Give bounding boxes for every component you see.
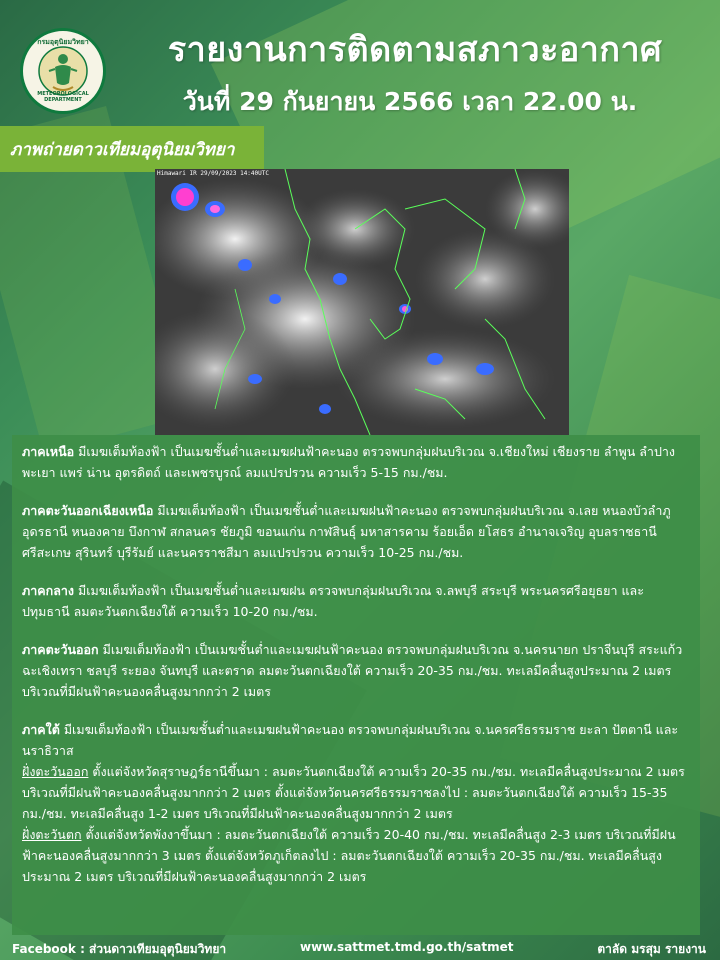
region-text: มีเมฆเต็มท้องฟ้า เป็นเมฆชั้นต่ำและเมฆฝนฟ้าคะนอง ตรวจพบกลุ่มฝนบริเวณ จ.เชียงใหม่ เชียงราย ลำพูน ลำปาง พะเยา แพร่ น่าน อุตรดิตถ์ และเพชรบูรณ์ ลมแปรปรวน ความเร็ว 5-15 กม./ชม. xyxy=(22,444,676,480)
south-east-coast xyxy=(22,761,690,824)
reporter-credit: ตาลัด มรสุม รายงาน xyxy=(597,942,706,956)
website-link[interactable]: www.sattmet.tmd.go.th/satmet xyxy=(300,940,514,954)
facebook-link[interactable]: Facebook : ส่วนดาวเทียมอุตุนิยมวิทยา xyxy=(12,942,227,956)
region-northeast xyxy=(22,500,690,563)
section-label-tab xyxy=(0,126,264,172)
satellite-ir-image xyxy=(155,169,569,435)
region-text: มีเมฆเต็มท้องฟ้า เป็นเมฆชั้นต่ำและเมฆฝนฟ้าคะนอง ตรวจพบกลุ่มฝนบริเวณ จ.นครนายก ปราจีนบุรี สระแก้ว ฉะเชิงเทรา ชลบุรี ระยอง จันทบุรี และตราด ลมตะวันตกเฉียงใต้ ความเร็ว 20-35 กม./ชม. ทะเลมีคลื่นสูงประมาณ 2 เมตร บริเวณที่มีฝนฟ้าคะนองคลื่นสูงมากกว่า 2 เมตร xyxy=(22,642,683,699)
region-south xyxy=(22,719,690,887)
region-text: มีเมฆเต็มท้องฟ้า เป็นเมฆชั้นต่ำและเมฆฝนฟ้าคะนอง ตรวจพบกลุ่มฝนบริเวณ จ.เลย หนองบัวลำภู อุดรธานี หนองคาย บึงกาฬ สกลนคร ชัยภูมิ ขอนแก่น กาฬสินธุ์ มหาสารคาม ร้อยเอ็ด ยโสธร อำนาจเจริญ อุบลราชธานี ศรีสะเกษ สุรินทร์ บุรีรัมย์ และนครราชสีมา ลมแปรปรวน ความเร็ว 10-25 กม./ชม. xyxy=(22,503,671,560)
region-text: มีเมฆเต็มท้องฟ้า เป็นเมฆชั้นต่ำและเมฆฝนฟ้าคะนอง ตรวจพบกลุ่มฝนบริเวณ จ.นครศรีธรรมราช ยะลา ปัตตานี และ นราธิวาส xyxy=(22,722,679,758)
section-label: ภาพถ่ายดาวเทียมอุตุนิยมวิทยา xyxy=(10,139,235,160)
region-title: ภาคตะวันออกเฉียงเหนือ xyxy=(22,503,154,518)
footer xyxy=(0,936,720,960)
logo-text-top: กรมอุตุนิยมวิทยา xyxy=(37,38,89,46)
satellite-caption: Himawari IR 29/09/2023 14:40UTC xyxy=(157,170,269,177)
coast-text: ตั้งแต่จังหวัดสุราษฎร์ธานีขึ้นมา : ลมตะวันตกเฉียงใต้ ความเร็ว 20-35 กม./ชม. ทะเลมีคลื่นสูงประมาณ 2 เมตร บริเวณที่มีฝนฟ้าคะนองคลื่นสูงมากกว่า 2 เมตร ตั้งแต่จังหวัดนครศรีธรรมราชลงไป : ลมตะวันตกเฉียงใต้ ความเร็ว 15-35 กม./ชม. ทะเลมีคลื่นสูง 1-2 เมตร บริเวณที่มีฝนฟ้าคะนองคลื่นสูงมากกว่า 2 เมตร xyxy=(22,764,685,821)
region-title: ภาคใต้ xyxy=(22,722,60,737)
region-central xyxy=(22,580,690,622)
satellite-image xyxy=(155,169,569,435)
region-title: ภาคกลาง xyxy=(22,583,74,598)
coast-label: ฝั่งตะวันตก xyxy=(22,827,82,842)
logo-text-bottom: METEOROLOGICAL DEPARTMENT xyxy=(37,91,89,103)
coast-text: ตั้งแต่จังหวัดพังงาขึ้นมา : ลมตะวันตกเฉียงใต้ ความเร็ว 20-40 กม./ชม. ทะเลมีคลื่นสูง 2-3 เมตร บริเวณที่มีฝน ฟ้าคะนองคลื่นสูงมากกว่า 3 เมตร ตั้งแต่จังหวัดภูเก็ตลงไป : ลมตะวันตกเฉียงใต้ ความเร็ว 20-35 กม./ชม. ทะเลมีคลื่นสูง ประมาณ 2 เมตร บริเวณที่มีฝนฟ้าคะนองคลื่นสูงมากกว่า 2 เมตร xyxy=(22,827,676,884)
tmd-logo xyxy=(20,28,106,114)
region-title: ภาคเหนือ xyxy=(22,444,75,459)
page-title: รายงานการติดตามสภาวะอากาศ xyxy=(167,30,663,70)
region-title: ภาคตะวันออก xyxy=(22,642,99,657)
region-east xyxy=(22,639,690,702)
south-summary xyxy=(22,719,690,761)
weather-report-body xyxy=(12,435,700,935)
region-text: มีเมฆเต็มท้องฟ้า เป็นเมฆชั้นต่ำและเมฆฝน ตรวจพบกลุ่มฝนบริเวณ จ.ลพบุรี สระบุรี พระนครศรีอยุธยา และ ปทุมธานี ลมตะวันตกเฉียงใต้ ความเร็ว 10-20 กม./ชม. xyxy=(22,583,644,619)
south-west-coast xyxy=(22,824,690,887)
region-north xyxy=(22,441,690,483)
coast-label: ฝั่งตะวันออก xyxy=(22,764,89,779)
report-date-time: วันที่ 29 กันยายน 2566 เวลา 22.00 น. xyxy=(182,87,638,116)
